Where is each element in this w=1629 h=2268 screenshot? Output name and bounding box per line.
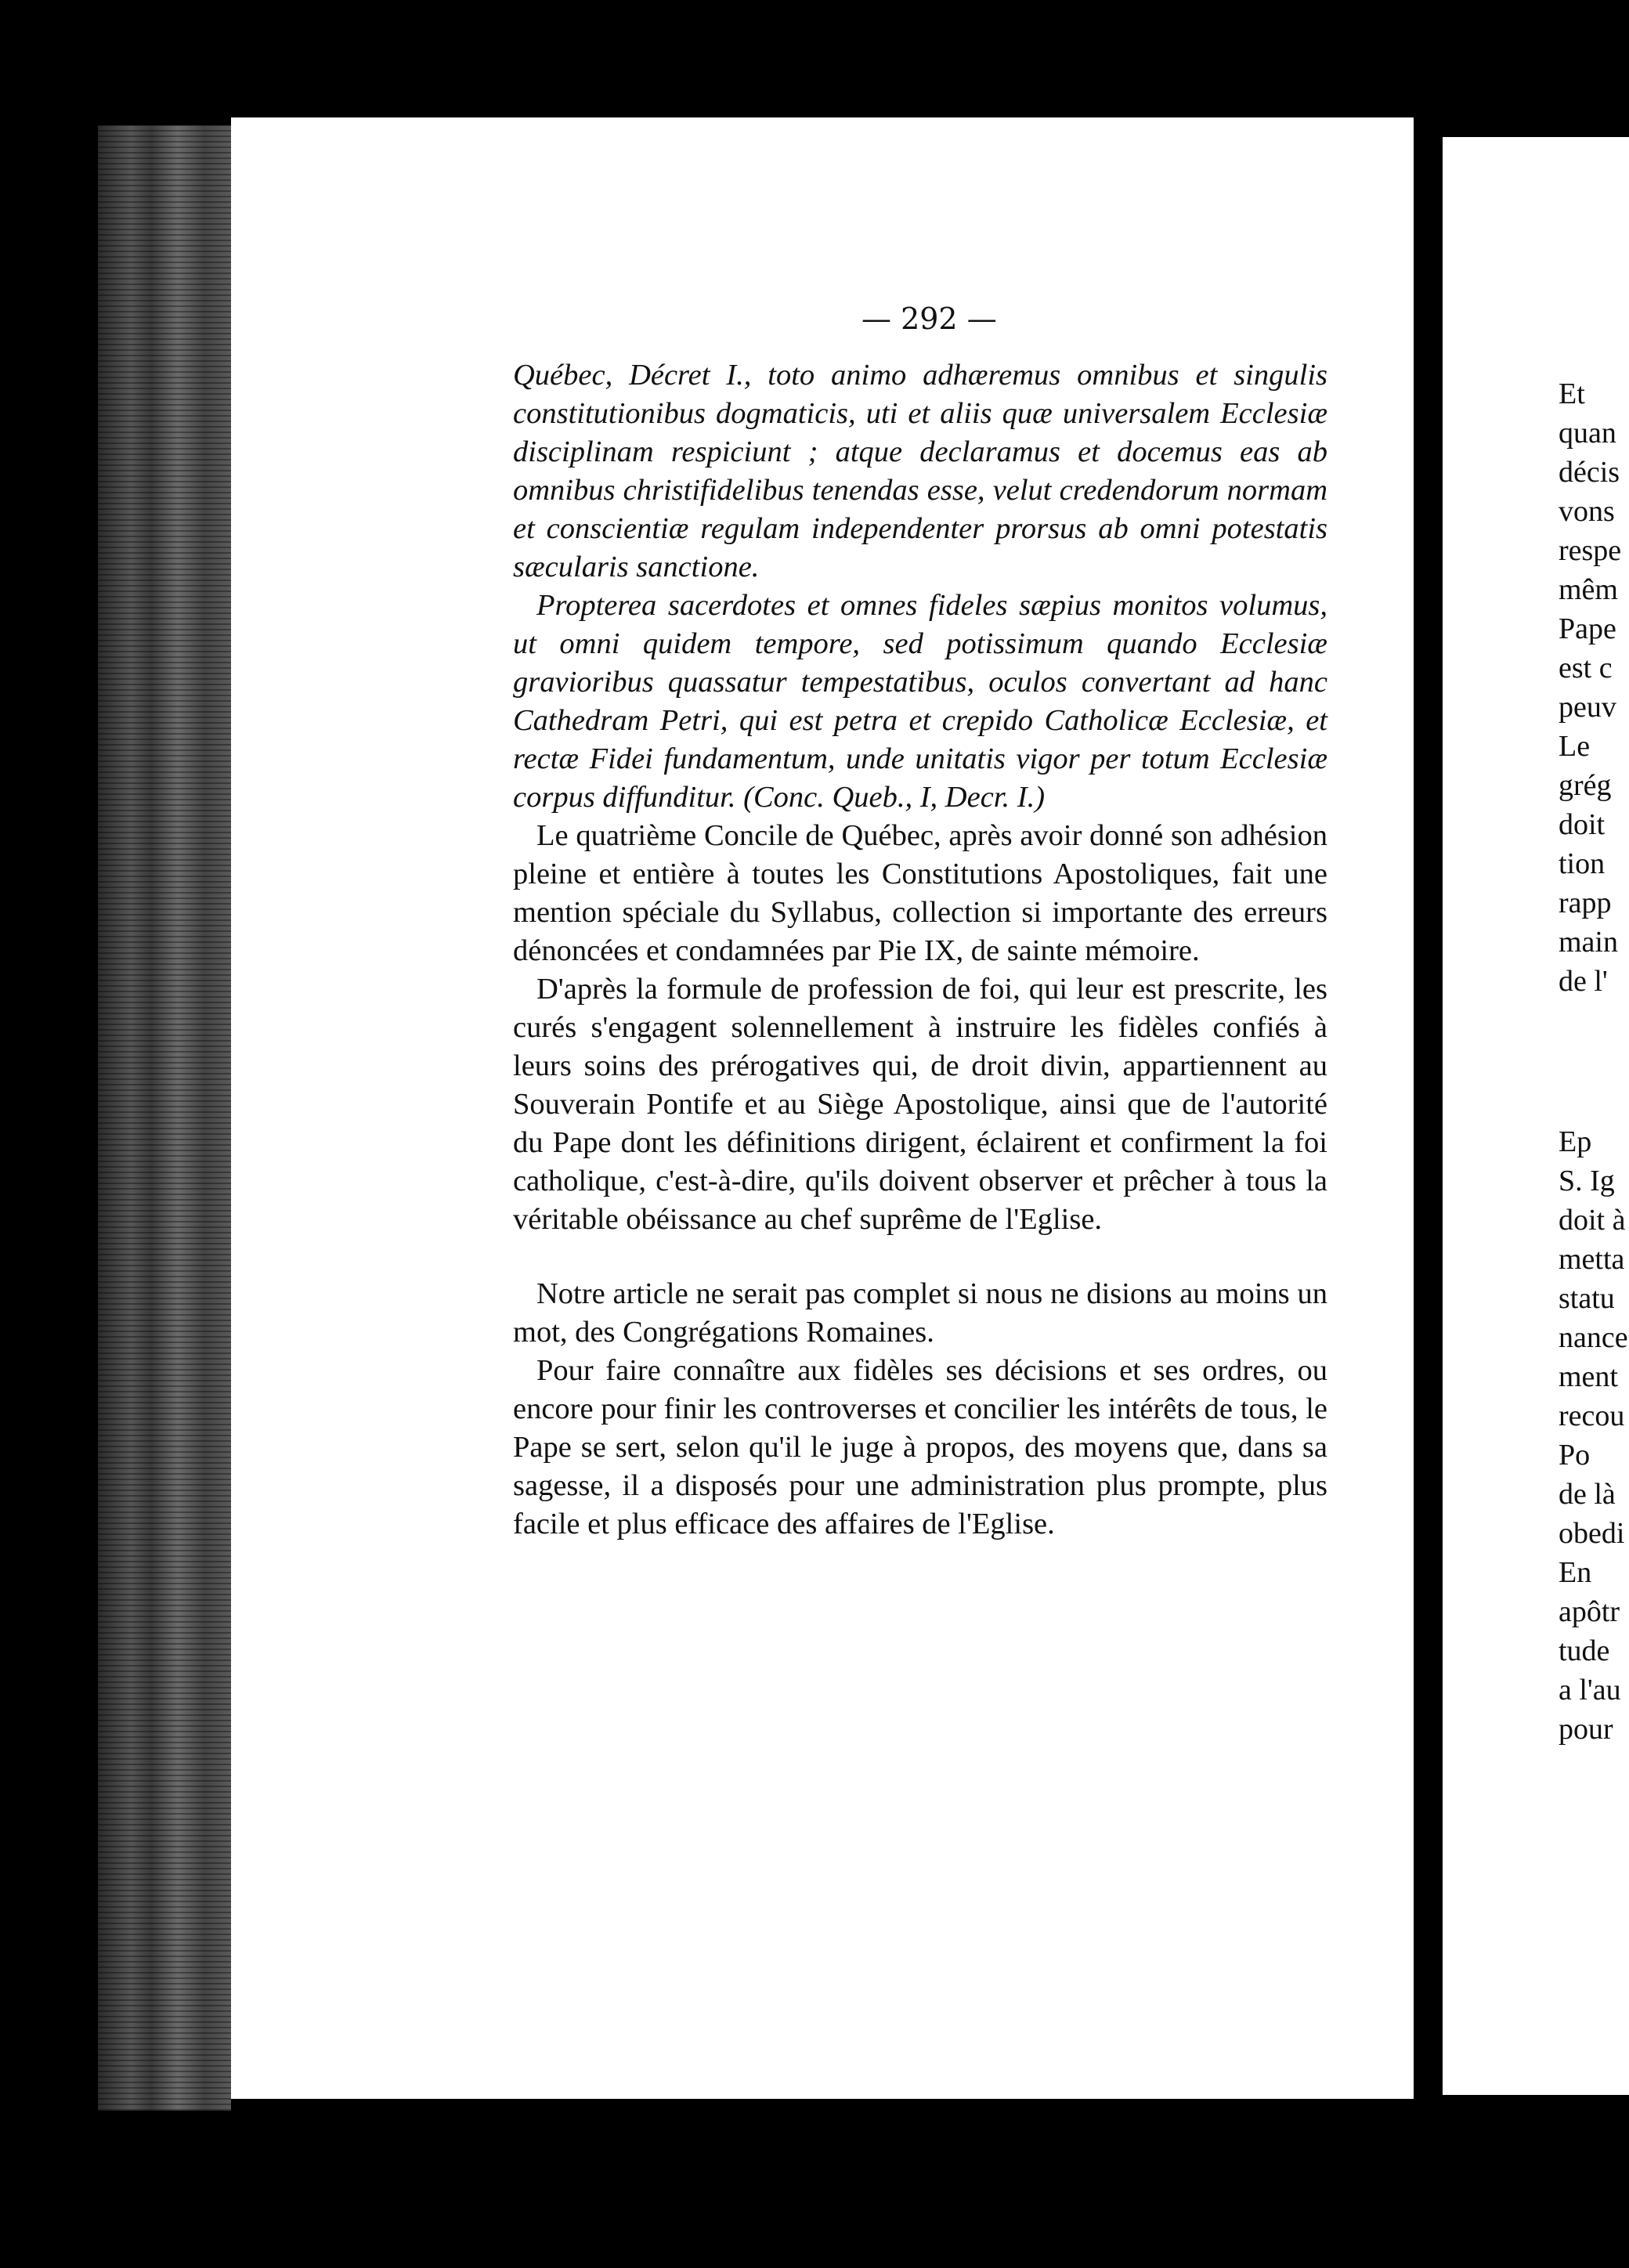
facing-page-line: Ep xyxy=(1559,1125,1592,1158)
facing-page-line: recou xyxy=(1559,1399,1625,1432)
paragraph-latin-1: Québec, Décret I., toto animo adhæremus omnibus et singulis constitutionibus dogmaticis, uti et aliis quæ universalem Ecclesiæ disciplinam respiciunt ; atque declaramus et docemus eas ab omnibus christifidelibus tenendas esse, velut credendorum normam et conscientiæ regulam independenter prorsus ab omni potestatis sæcularis sanctione. xyxy=(513,359,1327,583)
facing-page-line: doit xyxy=(1559,808,1606,841)
facing-page-line: Po xyxy=(1559,1439,1591,1472)
book-page-edges xyxy=(98,125,231,2111)
paragraph-congregations: Notre article ne serait pas complet si nous ne disions au moins un mot, des Congrégations Romaines. xyxy=(513,1277,1327,1349)
facing-page-line: Et xyxy=(1559,377,1585,410)
facing-page-line: pour xyxy=(1559,1713,1613,1746)
paragraph-decisions: Pour faire connaître aux fidèles ses décisions et ses ordres, ou encore pour finir les controverses et concilier les intérêts de tous, le Pape se sert, selon qu'il le juge à propos, des moyens que, dans sa sagesse, il a disposés pour une administration plus prompte, plus facile et plus efficace des affaires de l'Eglise. xyxy=(513,1354,1327,1540)
facing-page-line: a l'au xyxy=(1559,1674,1621,1706)
facing-page-line: de là xyxy=(1559,1478,1616,1511)
facing-page-line: de l' xyxy=(1559,965,1608,998)
facing-page-line: nance xyxy=(1559,1321,1628,1354)
facing-page-text-top xyxy=(1559,374,1621,1001)
paragraph-concile: Le quatrième Concile de Québec, après avoir donné son adhésion pleine et entière à toutes les Constitutions Apostoliques, fait une mention spéciale du Syllabus, collection si importante des erreurs dénoncées et condamnées par Pie IX, de sainte mémoire. xyxy=(513,819,1327,967)
facing-page-line: main xyxy=(1559,926,1618,959)
facing-page-line: quan xyxy=(1559,417,1616,450)
facing-page-line: ment xyxy=(1559,1360,1618,1393)
paragraph-profession: D'après la formule de profession de foi, qui leur est prescrite, les curés s'engagent solennellement à instruire les fidèles confiés à leurs soins des prérogatives qui, de droit divin, appartiennent au Souverain Pontife et au Siège Apostolique, ainsi que de l'autorité du Pape dont les définitions dirigent, éclairent et confirment la foi catholique, c'est-à-dire, qu'ils doivent observer et prêcher à tous la véritable obéissance au chef suprême de l'Eglise. xyxy=(513,973,1327,1236)
facing-page-line: est c xyxy=(1559,652,1613,684)
facing-page-line: Pape xyxy=(1559,612,1616,645)
facing-page-line: rapp xyxy=(1559,887,1612,919)
facing-page-line: mêm xyxy=(1559,573,1618,606)
facing-page-line: peuv xyxy=(1559,691,1616,724)
facing-page-line: grég xyxy=(1559,769,1612,802)
facing-page-text-bottom xyxy=(1559,1122,1628,1749)
page-number: — 292 — xyxy=(861,302,997,336)
facing-page-line: doit à xyxy=(1559,1204,1626,1237)
paragraph-gap xyxy=(513,1239,1327,1275)
facing-page-line: Le xyxy=(1559,730,1591,763)
body-text xyxy=(513,356,1327,1544)
facing-page-line: obedi xyxy=(1559,1517,1625,1550)
facing-page-line: décis xyxy=(1559,456,1620,489)
facing-page-line: S. Ig xyxy=(1559,1165,1615,1197)
facing-page-line: respe xyxy=(1559,534,1622,567)
facing-page-line: En xyxy=(1559,1556,1592,1589)
facing-page-line: vons xyxy=(1559,495,1615,528)
paragraph-latin-2: Propterea sacerdotes et omnes fideles sæpius monitos volumus, ut omni quidem tempore, sed potissimum quando Ecclesiæ gravioribus quassatur tempestatibus, oculos convertant ad hanc Cathedram Petri, qui est petra et crepido Catholicæ Ecclesiæ, et rectæ Fidei fundamentum, unde unitatis vigor per totum Ecclesiæ corpus diffunditur. (Conc. Queb., I, Decr. I.) xyxy=(513,589,1327,814)
facing-page-line: statu xyxy=(1559,1282,1615,1315)
facing-page-line: tion xyxy=(1559,847,1606,880)
facing-page-line: metta xyxy=(1559,1243,1625,1276)
facing-page-line: apôtr xyxy=(1559,1595,1620,1628)
facing-page-line: tude xyxy=(1559,1634,1610,1667)
